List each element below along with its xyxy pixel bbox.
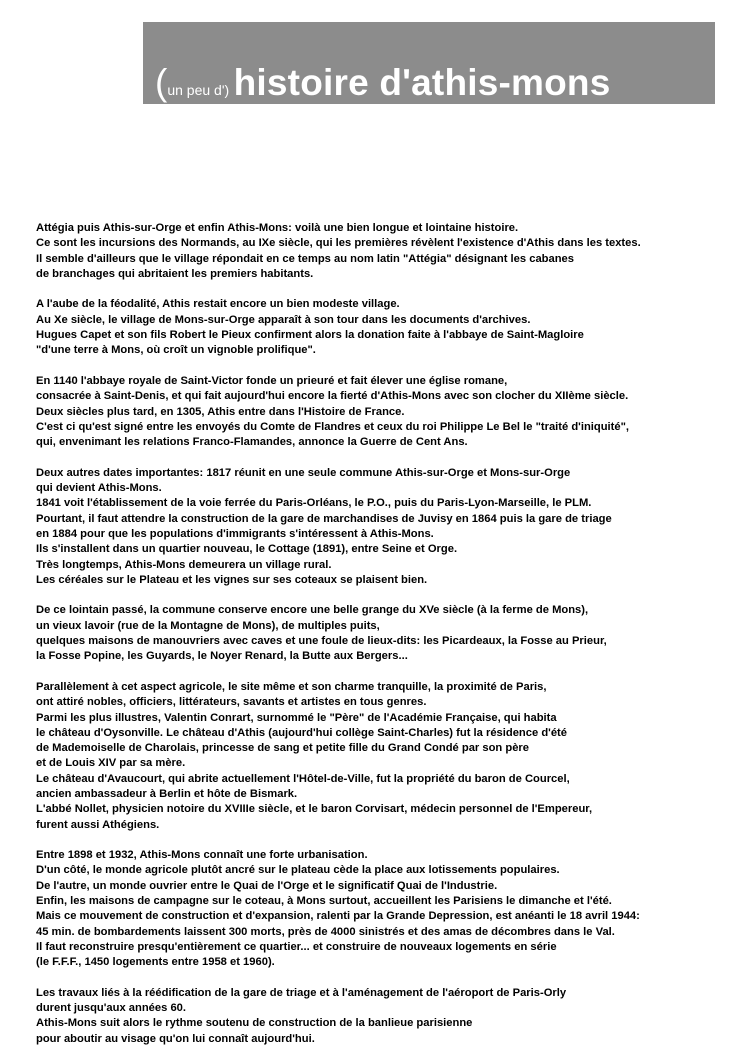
text-line: en 1884 pour que les populations d'immigrants s'intéressent à Athis-Mons. [36, 527, 434, 540]
text-line: Il semble d'ailleurs que le village répondait en ce temps au nom latin "Attégia" désignant les cabanes [36, 252, 574, 265]
text-line: Deux autres dates importantes: 1817 réunit en une seule commune Athis-sur-Orge et Mons-sur-Orge [36, 466, 571, 479]
text-line: durent jusqu'aux années 60. [36, 1002, 187, 1015]
text-line: 45 min. de bombardements laissent 300 morts, près de 4000 sinistrés et des amas de décombres dans le Val. [36, 925, 615, 938]
text-line: L'abbé Nollet, physicien notoire du XVIIIe siècle, et le baron Corvisart, médecin personnel de l'Empereur, [36, 803, 593, 816]
text-line: Parmi les plus illustres, Valentin Conrart, surnommé le "Père" de l'Académie Française, qui habita [36, 711, 557, 724]
paragraph [36, 466, 736, 588]
text-line: Athis-Mons suit alors le rythme soutenu de construction de la banlieue parisienne [36, 1017, 473, 1030]
paragraph [36, 603, 736, 664]
text-line: Hugues Capet et son fils Robert le Pieux confirment alors la donation faite à l'abbaye de Saint-Magloire [36, 329, 584, 342]
text-line: "d'une terre à Mons, où croît un vignoble prolifique". [36, 344, 316, 357]
paragraph [36, 986, 736, 1047]
text-line: Entre 1898 et 1932, Athis-Mons connaît une forte urbanisation. [36, 849, 368, 862]
text-line: ont attiré nobles, officiers, littérateurs, savants et artistes en tous genres. [36, 696, 427, 709]
text-line: qui devient Athis-Mons. [36, 482, 162, 495]
text-line: C'est ci qu'est signé entre les envoyés du Comte de Flandres et ceux du roi Philippe Le Bel le "traité d'iniquité", [36, 420, 630, 433]
text-line: quelques maisons de manouvriers avec caves et une foule de lieux-dits: les Picardeaux, la Fosse au Prieur, [36, 635, 607, 648]
page-title [155, 64, 611, 101]
text-line: pour aboutir au visage qu'on lui connaît aujourd'hui. [36, 1032, 315, 1045]
paragraph [36, 680, 736, 833]
text-line: qui, envenimant les relations Franco-Flamandes, annonce la Guerre de Cent Ans. [36, 436, 468, 449]
text-line: D'un côté, le monde agricole plutôt ancré sur le plateau cède la place aux lotissements populaires. [36, 864, 560, 877]
text-line: un vieux lavoir (rue de la Montagne de Mons), de multiples puits, [36, 619, 380, 632]
history-text [36, 221, 736, 1062]
text-line: Le château d'Avaucourt, qui abrite actuellement l'Hôtel-de-Ville, fut la propriété du baron de Courcel, [36, 772, 570, 785]
text-line: Mais ce mouvement de construction et d'expansion, ralenti par la Grande Depression, est anéanti le 18 avril 1944: [36, 910, 640, 923]
text-line: Ils s'installent dans un quartier nouveau, le Cottage (1891), entre Seine et Orge. [36, 543, 458, 556]
text-line: Les travaux liés à la réédification de la gare de triage et à l'aménagement de l'aéroport de Paris-Orly [36, 986, 567, 999]
text-line: consacrée à Saint-Denis, et qui fait aujourd'hui encore la fierté d'Athis-Mons avec son clocher du XIIème siècle. [36, 390, 629, 403]
text-line: Parallèlement à cet aspect agricole, le site même et son charme tranquille, la proximité de Paris, [36, 680, 547, 693]
text-line: ancien ambassadeur à Berlin et hôte de Bismark. [36, 787, 298, 800]
title-open-paren: ( [155, 62, 168, 103]
text-line: Les céréales sur le Plateau et les vignes sur ses coteaux se plaisent bien. [36, 573, 428, 586]
text-line: la Fosse Popine, les Guyards, le Noyer Renard, la Butte aux Bergers... [36, 650, 408, 663]
text-line: A l'aube de la féodalité, Athis restait encore un bien modeste village. [36, 298, 400, 311]
text-line: En 1140 l'abbaye royale de Saint-Victor fonde un prieuré et fait élever une église romane, [36, 374, 508, 387]
text-line: de branchages qui abritaient les premiers habitants. [36, 267, 314, 280]
text-line: De l'autre, un monde ouvrier entre le Quai de l'Orge et le significatif Quai de l'Industrie. [36, 879, 498, 892]
text-line: Au Xe siècle, le village de Mons-sur-Orge apparaît à son tour dans les documents d'archives. [36, 313, 531, 326]
paragraph [36, 297, 736, 358]
text-line: Très longtemps, Athis-Mons demeurera un village rural. [36, 558, 332, 571]
title-main: histoire d'athis-mons [233, 62, 611, 103]
text-line: 1841 voit l'établissement de la voie ferrée du Paris-Orléans, le P.O., puis du Paris-Lyon-Marseille, le PLM. [36, 497, 592, 510]
text-line: le château d'Oysonville. Le château d'Athis (aujourd'hui collège Saint-Charles) fut la résidence d'été [36, 726, 567, 739]
text-line: De ce lointain passé, la commune conserve encore une belle grange du XVe siècle (à la ferme de Mons), [36, 604, 589, 617]
text-line: (le F.F.F., 1450 logements entre 1958 et 1960). [36, 956, 275, 969]
paragraph [36, 221, 736, 282]
title-prefix: un peu d') [167, 82, 230, 98]
text-line: Enfin, les maisons de campagne sur le coteau, à Mons surtout, accueillent les Parisiens le dimanche et l'été. [36, 895, 612, 908]
text-line: Attégia puis Athis-sur-Orge et enfin Athis-Mons: voilà une bien longue et lointaine histoire. [36, 222, 519, 234]
text-line: de Mademoiselle de Charolais, princesse de sang et petite fille du Grand Condé par son père [36, 742, 530, 755]
text-line: Ce sont les incursions des Normands, au IXe siècle, qui les premières révèlent l'existence d'Athis dans les textes. [36, 237, 641, 250]
text-line: furent aussi Athégiens. [36, 818, 160, 831]
text-line: Pourtant, il faut attendre la construction de la gare de marchandises de Juvisy en 1864 puis la gare de triage [36, 512, 612, 525]
paragraph [36, 374, 736, 450]
text-line: et de Louis XIV par sa mère. [36, 757, 186, 770]
paragraph [36, 848, 736, 970]
text-line: Deux siècles plus tard, en 1305, Athis entre dans l'Histoire de France. [36, 405, 405, 418]
text-line: Il faut reconstruire presqu'entièrement ce quartier... et construire de nouveaux logements en série [36, 940, 557, 953]
